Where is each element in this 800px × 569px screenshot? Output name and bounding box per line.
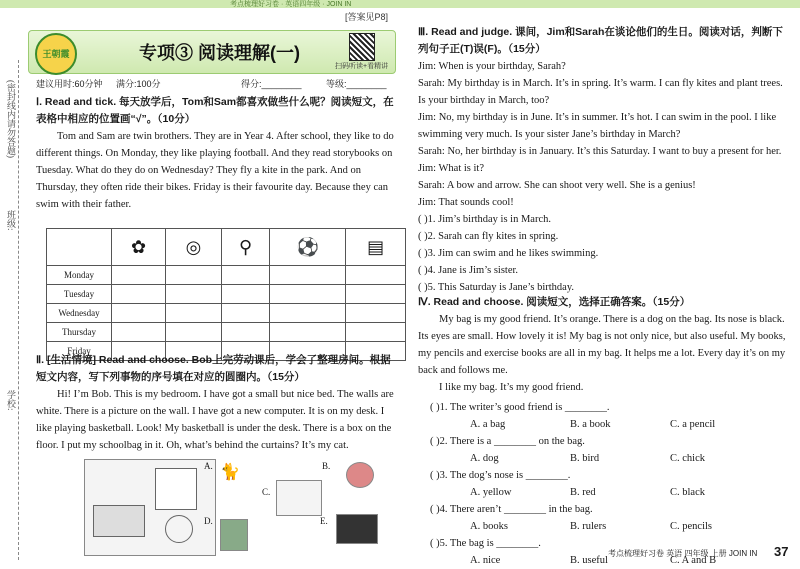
top-banner-text: 考点梳理好习卷 · 英语四年级 · JOIN IN [230,1,352,8]
binding-margin [4,60,19,560]
dialog-line: Jim: That sounds cool! [418,197,514,208]
day-label: Wednesday [47,304,112,323]
swim-goggles-icon: ◎ [166,229,222,266]
right-page [418,14,788,566]
tick-cell[interactable] [166,323,222,342]
tick-cell[interactable] [346,285,406,304]
question-text[interactable]: ( )5. The bag is ________. [430,538,541,549]
option-c[interactable]: C. a pencil [670,419,716,430]
basketball-icon [346,462,374,488]
qr-label: 扫码听读+看精讲 [335,63,389,70]
bed-icon [93,505,145,537]
section-1-heading: Ⅰ. Read and tick. 每天放学后，Tom和Sam都喜欢做些什么呢？阅读短文，在表格中相应的位置画“√”。（10分） [36,96,394,125]
section-2-heading: Ⅱ. [生活情境] Read and choose. Bob上完劳动课后，学会了整理房间。根据短文内容，写下列事物的序号填在对应的圆圈内。（15分） [36,354,391,383]
time-label: 建议用时:60分钟 [36,79,103,89]
option-a[interactable]: A. nice [470,555,501,566]
got-score-field[interactable]: 得分:________ [241,79,302,89]
footer-text: 考点梳理好习卷 英语 四年级 上册 JOIN IN [608,549,758,558]
day-label: Monday [47,266,112,285]
day-label: Thursday [47,323,112,342]
dialog-line: Jim: What is it? [418,163,485,174]
tick-cell[interactable] [166,285,222,304]
option-c[interactable]: C. pencils [670,521,712,532]
class-label: 班级: [6,210,16,231]
section-3-heading: Ⅲ. Read and judge. 课间，Jim和Sarah在谈论他们的生日。阅读对话，判断下列句子正(T)误(F)。（15分） [418,26,783,55]
top-banner [0,0,800,8]
pic-label-e: E. [320,516,328,526]
section-2 [36,352,398,454]
tick-table [46,228,406,361]
option-b[interactable]: B. bird [570,453,600,464]
option-b[interactable]: B. a book [570,419,611,430]
tick-cell[interactable] [346,266,406,285]
pic-label-c: C. [262,487,271,497]
question-text[interactable]: ( )1. The writer’s good friend is ________. [430,402,610,413]
option-b[interactable]: B. rulers [570,521,607,532]
left-page [22,14,400,566]
brand-logo: 王朝霞 [35,33,77,75]
options [430,450,788,467]
judge-item[interactable]: ( )2. Sarah can fly kites in spring. [418,231,559,242]
schoolbag-icon [220,519,248,551]
question-text[interactable]: ( )4. There aren’t ________ in the bag. [430,504,593,515]
binding-note: (密封线内请勿答题) [6,80,16,158]
question [430,399,788,416]
school-label: 学校: [6,390,16,411]
option-a[interactable]: A. books [470,521,508,532]
section-2-passage: Hi! I’m Bob. This is my bedroom. I have got a small but nice bed. The walls are white. There is a picture on the wall. I have got a new computer. It is on my desk. I like playing basketball. Look! My basketball is under the desk. There is a box on the floor. I put my schoolbag in it. Oh, what’s behind the curtains? It’s my cat. [36,389,394,451]
section-4-passage-end: I like my bag. It’s my good friend. [439,382,584,393]
tick-cell[interactable] [166,304,222,323]
dialog [418,58,788,211]
dialog-line: Jim: No, my birthday is in June. It’s in summer. It’s hot. I can swim in the pool. I like swimming very much. Is your sister Jane’s birthday in March? [418,112,777,140]
computer-icon [336,514,378,544]
bike-icon: ⚲ [221,229,269,266]
tick-cell[interactable] [221,285,269,304]
option-a[interactable]: A. yellow [470,487,512,498]
question-text[interactable]: ( )3. The dog’s nose is ________. [430,470,571,481]
option-a[interactable]: A. a bag [470,419,506,430]
ball-icon [165,515,193,543]
title-bar [28,30,396,74]
section-1-passage: Tom and Sam are twin brothers. They are in Year 4. After school, they like to do different things. On Monday, they like playing football. And they read storybooks on Tuesday. What do they do on Wednesday? They fly a kite in the park. And on Thursday, they often ride their bikes. Friday is their favourite day. Because they can swim with their father. [36,131,394,210]
choice-questions [430,399,788,569]
tick-cell[interactable] [270,285,346,304]
option-c[interactable]: C. black [670,487,705,498]
family-picture-icon [276,480,322,516]
dialog-line: Sarah: My birthday is in March. It’s in spring. It’s warm. I can fly kites and plant trees. Is your birthday in March, too? [418,78,783,106]
question [430,501,788,518]
dialog-line: Jim: When is your birthday, Sarah? [418,61,566,72]
section-4-passage: My bag is my good friend. It’s orange. There is a dog on the bag. Its nose is black. Its eyes are small. How lovely it is! My bag is not only nice, but also useful. My books, my pencils and exercise books are all in my bag. It helps me a lot. Every day it’s on my back and follows me. [418,314,786,376]
option-c[interactable]: C. A and B [670,555,717,566]
tick-cell[interactable] [270,304,346,323]
option-a[interactable]: A. dog [470,453,499,464]
option-b[interactable]: B. useful [570,555,608,566]
answer-reference: [答案见P8] [345,12,389,22]
section-1 [36,94,398,213]
score-label: 满分:100分 [116,79,161,89]
judge-item[interactable]: ( )5. This Saturday is Jane’s birthday. [418,282,575,293]
section-3 [418,24,788,296]
tick-cell[interactable] [346,323,406,342]
day-label: Friday [47,342,112,361]
tick-cell[interactable] [221,323,269,342]
football-icon: ⚽ [270,229,346,266]
tick-cell[interactable] [346,304,406,323]
section-4-heading: Ⅳ. Read and choose. 阅读短文，选择正确答案。（15分） [418,296,691,308]
pic-label-a: A. [204,461,213,471]
books-icon: ▤ [346,229,406,266]
level-field[interactable]: 等级:________ [326,79,387,89]
page-number: 37 [774,544,789,559]
judge-item[interactable]: ( )1. Jim’s birthday is in March. [418,214,551,225]
tick-cell[interactable] [166,266,222,285]
pic-label-d: D. [204,516,213,526]
options [430,416,788,433]
judge-item[interactable]: ( )3. Jim can swim and he likes swimming. [418,248,599,259]
options [430,518,788,535]
section-4 [418,294,788,396]
flower-icon: ✿ [112,229,166,266]
tick-cell[interactable] [112,266,166,285]
qr-code-icon[interactable] [349,33,375,61]
option-b[interactable]: B. red [570,487,596,498]
tick-cell[interactable] [112,285,166,304]
cat-icon: 🐈 [220,464,240,481]
page-title: 专项③ 阅读理解(一) [139,43,300,63]
window-icon [155,468,197,510]
tick-cell[interactable] [270,266,346,285]
question-text[interactable]: ( )2. There is a ________ on the bag. [430,436,585,447]
tick-cell[interactable] [112,304,166,323]
judge-item[interactable]: ( )4. Jane is Jim’s sister. [418,265,519,276]
dialog-line: Sarah: No, her birthday is in January. It’s this Saturday. I want to buy a present for her. [418,146,782,157]
day-label: Tuesday [47,285,112,304]
bedroom-picture [84,459,216,556]
tick-cell[interactable] [112,323,166,342]
dialog-line: Sarah: A bow and arrow. She can shoot very well. She is a genius! [418,180,696,191]
tick-cell[interactable] [221,266,269,285]
question [430,433,788,450]
option-c[interactable]: C. chick [670,453,705,464]
pic-label-b: B. [322,461,331,471]
question [430,467,788,484]
tick-cell[interactable] [270,323,346,342]
options [430,484,788,501]
tick-cell[interactable] [221,304,269,323]
